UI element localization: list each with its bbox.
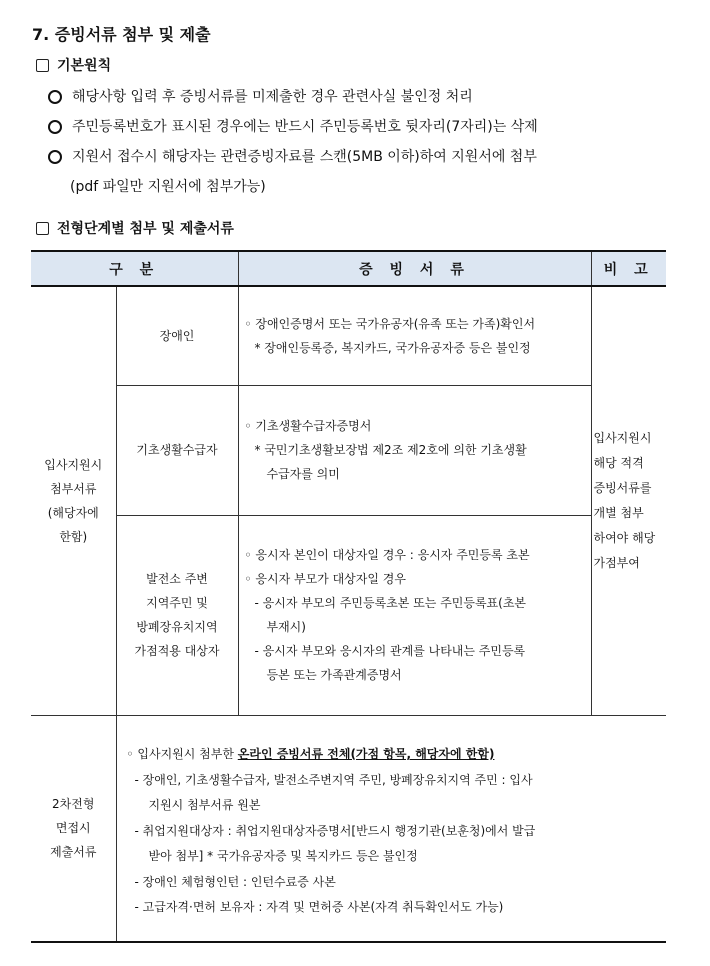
basic-heading-label: 기본원칙 xyxy=(57,58,112,74)
basic-item xyxy=(48,114,538,140)
group2-intro: ◦ 입사지원시 첨부한 온라인 증빙서류 전체(가점 항목, 해당자에 한함) xyxy=(126,747,495,761)
table-row xyxy=(31,515,666,715)
section-title: 7. 증빙서류 첨부 및 제출 xyxy=(32,25,211,44)
basic-item xyxy=(48,84,473,110)
group2-label: 2차전형 면접시 제출서류 xyxy=(31,715,116,942)
circle-bullet-icon xyxy=(48,90,62,104)
circle-bullet-icon xyxy=(48,120,62,134)
documents-table xyxy=(31,250,666,943)
stage-heading xyxy=(36,218,234,238)
documents-cell: ◦ 기초생활수급자증명서 * 국민기초생활보장법 제2조 제2호에 의한 기초생활 수급자를 의미 xyxy=(238,385,591,515)
category-cell: 발전소 주변 지역주민 및 방폐장유치지역 가점적용 대상자 xyxy=(116,515,238,715)
stage-heading-label: 전형단계별 첨부 및 제출서류 xyxy=(57,221,234,237)
circle-bullet-icon xyxy=(48,150,62,164)
table-header-row xyxy=(31,251,666,286)
checkbox-square-icon xyxy=(36,222,49,235)
table-row xyxy=(31,385,666,515)
basic-item xyxy=(48,144,537,170)
category-cell: 기초생활수급자 xyxy=(116,385,238,515)
documents-cell: ◦ 응시자 본인이 대상자일 경우 : 응시자 주민등록 초본 ◦ 응시자 부모가 대상자일 경우 - 응시자 부모의 주민등록초본 또는 주민등록표(초본 부재시) - 응시자 부모와 응시자의 관계를 나타내는 주민등록 등본 또는 가족관계증명서 xyxy=(238,515,591,715)
basic-item-text: 지원서 접수시 해당자는 관련증빙자료를 스캔(5MB 이하)하여 지원서에 첨부 xyxy=(72,149,537,165)
table-row xyxy=(31,286,666,385)
header-category: 구 분 xyxy=(31,251,238,286)
basic-item-text: 해당사항 입력 후 증빙서류를 미제출한 경우 관련사실 불인정 처리 xyxy=(72,89,473,105)
basic-item-text: 주민등록번호가 표시된 경우에는 반드시 주민등록번호 뒷자리(7자리)는 삭제 xyxy=(72,119,538,135)
checkbox-square-icon xyxy=(36,59,49,72)
group1-note: 입사지원시 해당 적격 증빙서류를 개별 첨부 하여야 해당 가점부여 xyxy=(591,286,666,715)
basic-heading xyxy=(36,55,111,75)
header-note: 비 고 xyxy=(591,251,666,286)
documents-cell: ◦ 장애인증명서 또는 국가유공자(유족 또는 가족)확인서 * 장애인등록증, 복지카드, 국가유공자증 등은 불인정 xyxy=(238,286,591,385)
table-row xyxy=(31,715,666,942)
group1-label: 입사지원시 첨부서류 (해당자에 한함) xyxy=(31,286,116,715)
basic-item-continuation: (pdf 파일만 지원서에 첨부가능) xyxy=(70,179,266,195)
group2-intro-underlined: 온라인 증빙서류 전체(가점 항목, 해당자에 한함) xyxy=(237,747,495,761)
header-documents: 증 빙 서 류 xyxy=(238,251,591,286)
category-cell: 장애인 xyxy=(116,286,238,385)
group2-documents: ◦ 입사지원시 첨부한 온라인 증빙서류 전체(가점 항목, 해당자에 한함) - 장애인, 기초생활수급자, 발전소주변지역 주민, 방폐장유치지역 주민 : 입사 지원시 첨부서류 원본 - 취업지원대상자 : 취업지원대상자증명서[반드시 행정기관(보훈청)에서 발급 받아 첨부] * 국가유공자증 및 복지카드 등은 불인정 - 장애인 체험형인턴 : 인턴수료증 사본 - 고급자격·면허 보유자 : 자격 및 면허증 사본(자격 취득확인서도 가능) xyxy=(116,715,666,942)
